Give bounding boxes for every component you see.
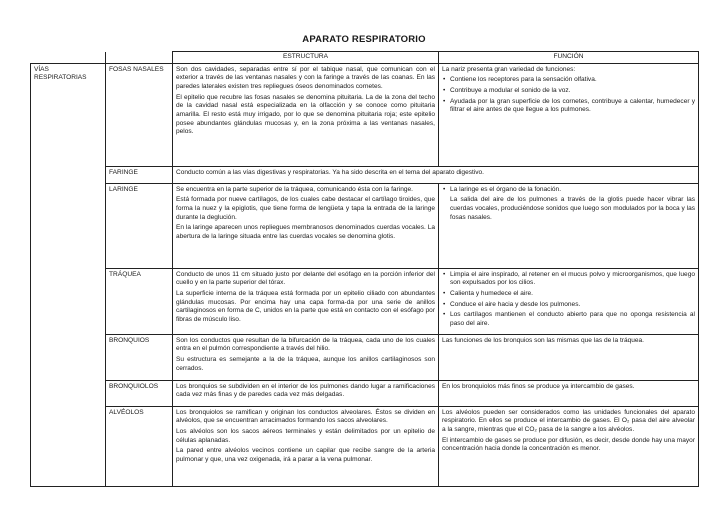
organ-label: BRONQUIOLOS xyxy=(106,380,173,406)
structure-paragraph: Su estructura es semejante a la de la tráquea, aunque los anillos cartilaginosos son cerrados. xyxy=(176,355,435,372)
table-row xyxy=(31,183,699,268)
function-cell xyxy=(439,268,699,334)
function-cell xyxy=(439,406,699,486)
function-item: • Contribuye a modular el sonido de la voz. xyxy=(442,87,695,96)
function-item: La salida del aire de los pulmones a través de la glotis puede hacer vibrar las cuerdas vocales, produciéndose sonidos que luego son modulados por la boca y las fosas nasales. xyxy=(450,196,695,221)
header-empty-2 xyxy=(106,52,173,64)
function-item: • Contiene los receptores para la sensación olfativa. xyxy=(442,76,695,85)
merged-cell xyxy=(173,166,699,183)
structure-paragraph: Se encuentra en la parte superior de la tráquea, comunicando ésta con la faringe. xyxy=(176,185,413,193)
organ-label: FARINGE xyxy=(106,166,173,183)
function-paragraph: Los alvéolos pueden ser considerados como las unidades funcionales del aparato respiratorio. En ellos se produce el intercambio de gases. El O₂ pasa del aire alveolar a la sangre, mientras que el CO₂ pasa de la sangre a los alvéolos. xyxy=(442,408,695,433)
function-item: • Limpia el aire inspirado, al retener en el mucus polvo y microorganismos, que luego son expulsados por los cilios. xyxy=(442,271,695,288)
function-paragraph: El intercambio de gases se produce por difusión, es decir, desde donde hay una mayor concentración hacia donde la concentración es menor. xyxy=(442,436,695,453)
function-intro: La nariz presenta gran variedad de funciones: xyxy=(442,65,576,73)
structure-paragraph: Conducto común a las vías digestivas y respiratorias. Ya ha sido descrita en el tema del aparato digestivo. xyxy=(176,168,484,176)
function-cell xyxy=(439,63,699,166)
structure-cell xyxy=(173,268,439,334)
header-funcion: FUNCIÓN xyxy=(439,52,699,64)
section-label: VÍAS RESPIRATORIAS xyxy=(31,63,106,486)
function-list xyxy=(442,271,695,329)
structure-cell xyxy=(173,183,439,268)
structure-paragraph: Son los conductos que resultan de la bifurcación de la tráquea, cada uno de los cuales entra en el pulmón correspondiente a través del hilio. xyxy=(176,336,435,353)
table-row xyxy=(31,268,699,334)
organ-label: FOSAS NASALES xyxy=(106,63,173,166)
function-cell xyxy=(439,183,699,268)
structure-paragraph: La superficie interna de la tráquea está formada por un epitelio ciliado con abundantes glándulas mucosas. Por encima hay una capa forma-da por una serie de anillos cartilaginosos en forma de C, unidos en la parte que está en contacto con el esófago por fibras de músculo liso. xyxy=(176,289,435,323)
organ-label: BRONQUIOS xyxy=(106,334,173,380)
function-item: • Ayudada por la gran superficie de los cornetes, contribuye a calentar, humedecer y filtrar el aire antes de que llegue a los pulmones. xyxy=(442,98,695,115)
table-row xyxy=(31,63,699,166)
structure-paragraph: Los bronquiolos se ramifican y originan los conductos alveolares. Éstos se dividen en alvéolos, que se encuentran arracimados formando los sacos alveolares. xyxy=(176,408,435,425)
function-cell xyxy=(439,380,699,406)
structure-paragraph: En la laringe aparecen unos repliegues membranosos denominados cuerdas vocales. La abertura de la laringe situada entre las cuerdas vocales se denomina glotis. xyxy=(176,224,435,240)
structure-paragraph: Conducto de unos 11 cm situado justo por delante del esófago en la porción inferior del cuello y en la parte superior del tórax. xyxy=(176,270,435,287)
structure-paragraph: Son dos cavidades, separadas entre sí por el tabique nasal, que comunican con el exterior a través de las ventanas nasales y con la faringe a través de las coanas. En las paredes laterales existen tres repliegues óseos denominados cornetes. xyxy=(176,65,435,90)
function-item: • Los cartílagos mantienen el conducto abierto para que no oponga resistencia al paso del aire. xyxy=(442,311,695,328)
header-empty-1 xyxy=(31,52,106,64)
structure-cell xyxy=(173,380,439,406)
organ-label: LARINGE xyxy=(106,183,173,268)
respiratory-table xyxy=(30,51,699,487)
table-row xyxy=(31,334,699,380)
table-row xyxy=(31,406,699,486)
table-row xyxy=(31,380,699,406)
structure-cell xyxy=(173,406,439,486)
structure-cell xyxy=(173,334,439,380)
function-list xyxy=(442,186,695,223)
organ-label: TRÁQUEA xyxy=(106,268,173,334)
table-row xyxy=(31,166,699,183)
structure-paragraph: Está formada por nueve cartílagos, de los cuales cabe destacar el cartílago tiroides, que forma la nuez y la epiglotis, que tiene forma de lengüeta y tapa la entrada de la laringe durante la deglución. xyxy=(176,196,435,221)
header-row xyxy=(31,52,699,64)
page-title: APARATO RESPIRATORIO xyxy=(302,34,426,45)
function-cell xyxy=(439,334,699,380)
function-text: Las funciones de los bronquios son las mismas que las de la tráquea. xyxy=(442,336,644,344)
function-item: • Calienta y humedece el aire. xyxy=(442,290,695,299)
structure-paragraph: La pared entre alvéolos vecinos contiene un capilar que recibe sangre de la arteria pulmonar y que, una vez oxigenada, irá a parar a la vena pulmonar. xyxy=(176,447,435,463)
function-item: • La laringe es el órgano de la fonación. xyxy=(442,186,695,195)
structure-paragraph: Los bronquios se subdividen en el interior de los pulmones dando lugar a ramificaciones cada vez más finas y de paredes cada vez más delgadas. xyxy=(176,382,435,399)
structure-paragraph: El epitelio que recubre las fosas nasales se denomina pituitaria. La de la zona del techo de la cavidad nasal está especializada en la olfacción y se conoce como pituitaria amarilla. El resto está muy irrigado, por lo que se denomina pituitaria roja; este epitelio posee abundantes glándulas mucosas y, en la zona próxima a las ventanas nasales, pelos. xyxy=(176,93,435,136)
function-item: • Conduce el aire hacia y desde los pulmones. xyxy=(442,301,695,310)
function-list xyxy=(442,76,695,115)
function-text: En los bronquiolos más finos se produce ya intercambio de gases. xyxy=(442,382,635,390)
structure-paragraph: Los alvéolos son los sacos aéreos terminales y están delimitados por un epitelio de células aplanadas. xyxy=(176,427,435,444)
header-estructura: ESTRUCTURA xyxy=(173,52,439,64)
organ-label: ALVÉOLOS xyxy=(106,406,173,486)
structure-cell xyxy=(173,63,439,166)
